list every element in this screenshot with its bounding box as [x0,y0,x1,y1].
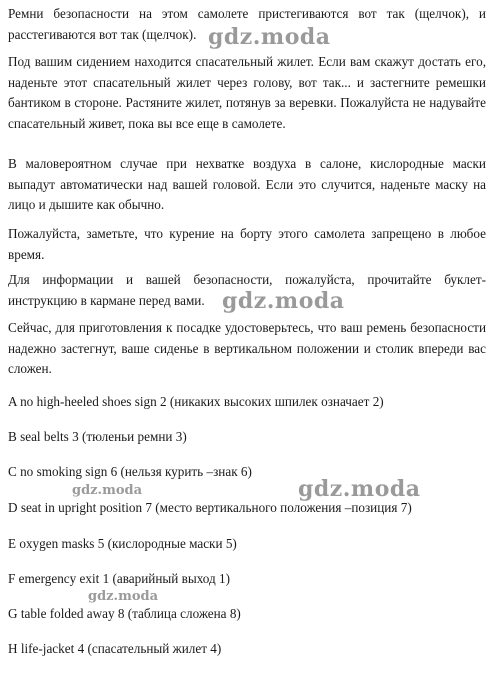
list-item: C no smoking sign 6 (нельзя курить –знак 6) [8,464,252,479]
list-item: G table folded away 8 (таблица сложена 8) [8,606,241,621]
paragraph-landing: Сейчас, для приготовления к посадке удостоверьтесь, что ваш ремень безопасности надежно застегнут, ваше сиденье в вертикальном положении и столик впереди вас сложен. [8,320,486,376]
list-item: H life-jacket 4 (спасательный жилет 4) [8,641,222,656]
paragraph-booklet: Для информации и вашей безопасности, пожалуйста, прочитайте буклет-инструкцию в кармане перед вами. [8,272,486,308]
watermark: gdz.moda [298,476,421,502]
watermark: gdz.moda [88,589,159,604]
paragraph-seatbelts: Ремни безопасности на этом самолете пристегиваются вот так (щелчок), и расстегиваются вот так (щелчок). [8,6,486,42]
watermark: gdz.moda [222,288,345,314]
list-item: A no high-heeled shoes sign 2 (никаких высоких шпилек означает 2) [8,394,384,409]
list-item: E oxygen masks 5 (кислородные маски 5) [8,536,237,551]
watermark: gdz.moda [208,24,331,50]
paragraph-oxygen-masks: В маловероятном случае при нехватке воздуха в салоне, кислородные маски выпадут автоматически над вашей головой. Если это случится, наденьте маску на лицо и дышите как обычно. [8,156,486,212]
watermark: gdz.moda [72,483,143,498]
list-item: B seal belts 3 (тюленьи ремни 3) [8,429,187,444]
list-item: D seat in upright position 7 (место вертикального положения –позиция 7) [8,500,412,515]
paragraph-life-jacket: Под вашим сидением находится спасательный жилет. Если вам скажут достать его, наденьте этот спасательный жилет через голову, вот так... и застегните ремешки бантиком в стороне. Растяните жилет, потянув за веревки. Пожалуйста не надувайте спасательный живет, пока вы все еще в самолете. [8,54,486,131]
list-item: F emergency exit 1 (аварийный выход 1) [8,571,231,586]
paragraph-no-smoking: Пожалуйста, заметьте, что курение на борту этого самолета запрещено в любое время. [8,226,486,262]
